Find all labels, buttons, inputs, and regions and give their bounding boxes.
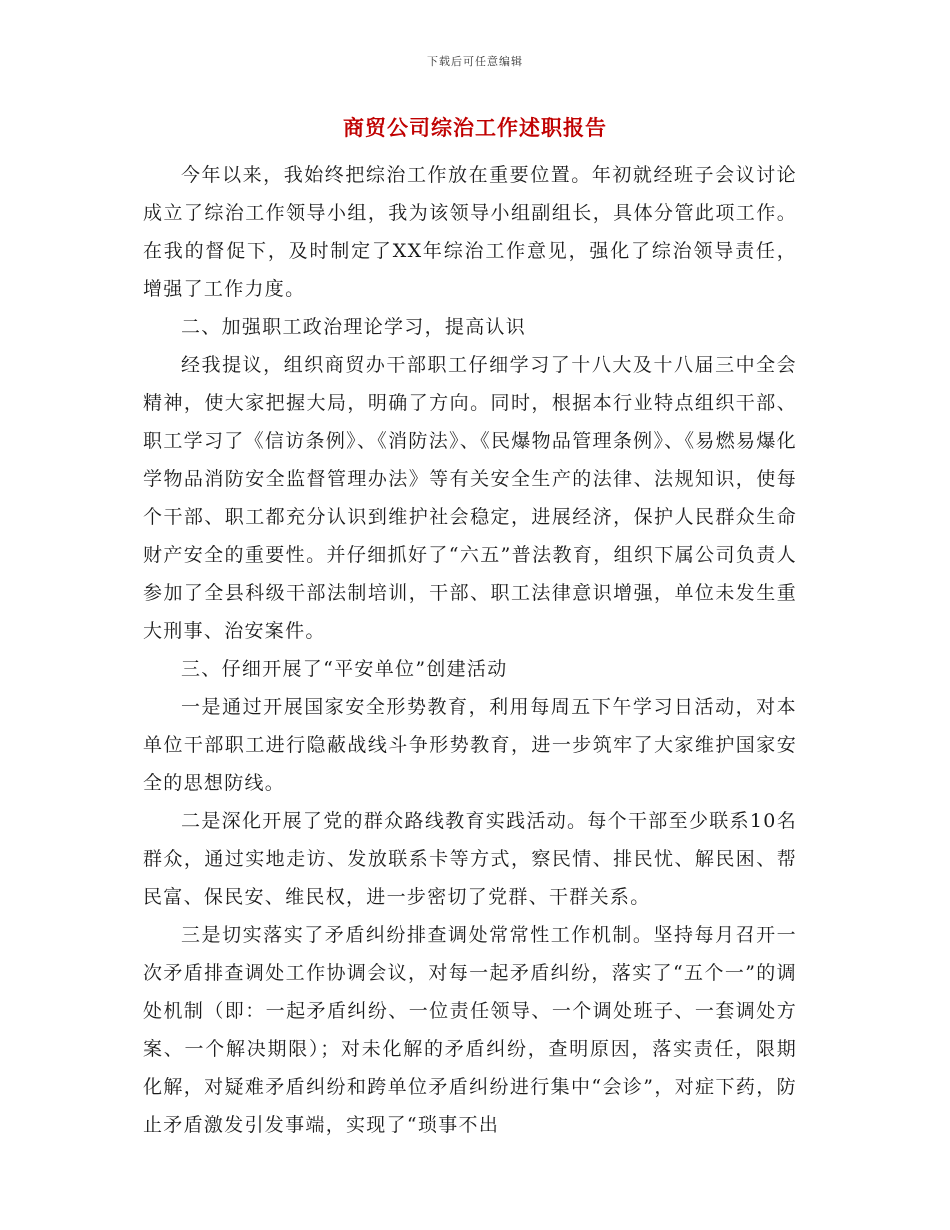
- document-body: [143, 156, 797, 1144]
- header-note: 下载后可任意编辑: [427, 55, 523, 68]
- document-title: 商贸公司综治工作述职报告: [343, 115, 607, 140]
- paragraph-study: 经我提议，组织商贸办干部职工仔细学习了十八大及十八届三中全会精神，使大家把握大局，明确了方向。同时，根据本行业特点组织干部、职工学习了《信访条例》、《消防法》、《民爆物品管理条例》、《易燃易爆化学物品消防安全监督管理办法》等有关安全生产的法律、法规知识，使每个干部、职工都充分认识到维护社会稳定，进展经济，保护人民群众生命财产安全的重要性。并仔细抓好了“六五”普法教育，组织下属公司负责人参加了全县科级干部法制培训，干部、职工法律意识增强，单位未发生重大刑事、治安案件。: [143, 354, 797, 642]
- paragraph-item-2: 二是深化开展了党的群众路线教育实践活动。每个干部至少联系10名群众，通过实地走访、发放联系卡等方式，察民情、排民忧、解民困、帮民富、保民安、维民权，进一步密切了党群、干群关系。: [143, 810, 797, 908]
- paragraph-intro: 今年以来，我始终把综治工作放在重要位置。年初就经班子会议讨论成立了综治工作领导小组，我为该领导小组副组长，具体分管此项工作。在我的督促下，及时制定了XX年综治工作意见，强化了综治领导责任，增强了工作力度。: [143, 164, 797, 300]
- section-heading-2: 二、加强职工政治理论学习，提高认识: [181, 316, 527, 338]
- section-heading-3: 三、仔细开展了“平安单位”创建活动: [181, 658, 508, 680]
- paragraph-item-3: 三是切实落实了矛盾纠纷排查调处常常性工作机制。坚持每月召开一次矛盾排查调处工作协调会议，对每一起矛盾纠纷，落实了“五个一”的调处机制（即：一起矛盾纠纷、一位责任领导、一个调处班子、一套调处方案、一个解决期限）；对未化解的矛盾纠纷，查明原因，落实责任，限期化解，对疑难矛盾纠纷和跨单位矛盾纠纷进行集中“会诊”，对症下药，防止矛盾激发引发事端，实现了“琐事不出: [143, 924, 797, 1136]
- paragraph-item-1: 一是通过开展国家安全形势教育，利用每周五下午学习日活动，对本单位干部职工进行隐蔽战线斗争形势教育，进一步筑牢了大家维护国家安全的思想防线。: [143, 696, 797, 794]
